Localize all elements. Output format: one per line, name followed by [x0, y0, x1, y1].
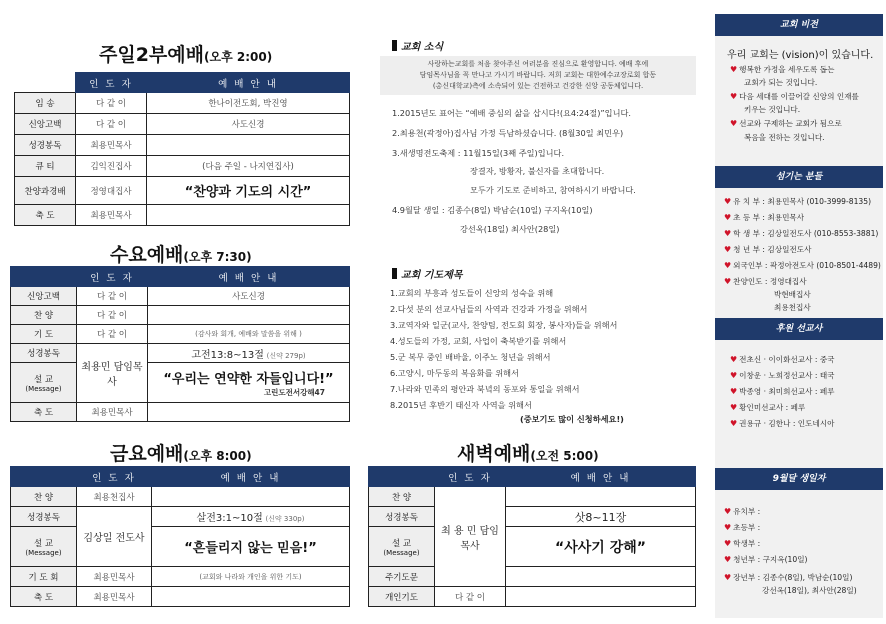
friday-time: (오후 8:00) [183, 449, 252, 463]
row-leader: 최용민목사 [76, 135, 147, 156]
vision-item [730, 118, 842, 129]
staff-text: 유 치 부 : 최용민목사 (010-3999-8135) [733, 197, 872, 206]
birthday-item [724, 522, 760, 533]
prayer-item: 4.성도들의 가정, 교회, 사업이 축복받기를 위해서 [390, 336, 567, 346]
prayer-heading-text: 교회 기도제목 [401, 270, 463, 281]
prayer-item: 8.2015년 후반기 태신자 사역을 위해서 [390, 400, 532, 410]
row-leader: 다 같 이 [77, 287, 148, 306]
staff-text: 초 등 부 : 최용민목사 [733, 213, 805, 222]
staff-item [724, 260, 881, 271]
row-info [147, 205, 350, 226]
dawn-table [368, 466, 696, 607]
row-info [148, 363, 350, 403]
staff-item-cont: 박현배집사 [774, 290, 811, 299]
news-heading [392, 38, 443, 53]
sunday-title [99, 40, 272, 67]
row-leader: 다 같 이 [435, 587, 506, 607]
row-info [152, 587, 350, 607]
staff-item [724, 228, 878, 239]
row-label [11, 527, 77, 567]
scripture-text: 살전3:1~10절 [196, 513, 263, 524]
col-info: 예 배 안 내 [148, 267, 350, 287]
row-label: 축 도 [11, 403, 77, 422]
row-label: 축 도 [15, 205, 76, 226]
row-info: 사도신경 [147, 114, 350, 135]
wednesday-title [110, 240, 252, 267]
row-leader: 최용민목사 [77, 567, 152, 587]
row-label-text: 설 교 [33, 538, 54, 549]
news-item: 1.2015년도 표어는 “예배 중심의 삶을 삽시다!(요4:24절)”입니다. [392, 108, 631, 118]
dawn-time: (오전 5:00) [530, 449, 599, 463]
row-leader: 다 같 이 [77, 306, 148, 325]
friday-title [110, 439, 252, 466]
heart-icon: ♥ [730, 119, 738, 128]
staff-text: 학 생 부 : 김상일전도사 (010-8553-3881) [733, 229, 879, 238]
row-label: 기 도 [11, 325, 77, 344]
birthday-text: 초등부 : [733, 523, 761, 532]
birthday-item [724, 506, 760, 517]
row-label: 큐 티 [15, 156, 76, 177]
prayer-note: (중보기도 많이 신청하세요!) [520, 414, 624, 424]
row-label: 기 도 회 [11, 567, 77, 587]
sermon-title: “사사기 강해” [506, 527, 696, 567]
row-leader: 다 같 이 [76, 114, 147, 135]
staff-item [724, 244, 811, 255]
heart-icon: ♥ [730, 419, 738, 428]
heart-icon: ♥ [724, 523, 732, 532]
row-leader: 김익진집사 [76, 156, 147, 177]
staff-item-cont: 최용천집사 [774, 303, 811, 312]
mission-text: 전초신 · 이이화선교사 : 중국 [739, 355, 835, 364]
heart-icon: ♥ [724, 555, 732, 564]
row-info [506, 487, 696, 507]
row-info [148, 306, 350, 325]
mission-heading: 후원 선교사 [715, 318, 883, 340]
row-info: (교회와 나라와 개인을 위한 기도) [152, 567, 350, 587]
row-label: 찬 양 [11, 306, 77, 325]
birthday-item [724, 538, 760, 549]
heart-icon: ♥ [730, 65, 738, 74]
col-leader: 인 도 자 [435, 467, 506, 487]
birthday-item [724, 572, 852, 583]
mission-item [730, 354, 835, 365]
row-info [148, 403, 350, 422]
row-info [147, 135, 350, 156]
table-corner [11, 267, 77, 287]
news-item: 3.새생명전도축제 : 11월15일(3째 주일)입니다. [392, 148, 565, 158]
row-info: (다음 주일 - 나지연집사) [147, 156, 350, 177]
staff-text: 청 년 부 : 김상일전도사 [733, 245, 812, 254]
row-info: 사도신경 [148, 287, 350, 306]
prayer-item: 1.교회의 부흥과 성도들이 신앙의 성숙을 위해 [390, 288, 554, 298]
scripture-page: (신약 330p) [265, 515, 305, 523]
row-info [148, 344, 350, 363]
vision-line: 다음 세대를 이끌어갈 신앙의 인재를 [739, 92, 859, 101]
birthday-heading: 9월달 생일자 [715, 468, 883, 490]
heart-icon: ♥ [724, 245, 732, 254]
friday-title-text: 금요예배 [110, 443, 184, 465]
intro-line: 사랑하는교회를 처음 찾아주신 여러분을 진심으로 환영합니다. 예배 후에 [427, 60, 649, 68]
row-label: 성경봉독 [369, 507, 435, 527]
row-leader: 최용민 담임목사 [77, 344, 148, 403]
dawn-title-text: 새벽예배 [457, 443, 531, 465]
news-item: 4.9월달 생일 : 김종수(8일) 박남순(10일) 구지옥(10일) [392, 205, 593, 215]
row-label: 찬 양 [11, 487, 77, 507]
news-item: 강선옥(18일) 최사안(28일) [460, 224, 560, 234]
row-leader: 정영대집사 [76, 177, 147, 205]
row-label: 축 도 [11, 587, 77, 607]
col-leader: 인 도 자 [77, 467, 152, 487]
row-label: 성경봉독 [15, 135, 76, 156]
row-label-sub: (Message) [383, 548, 420, 557]
mission-text: 황인미선교사 : 페루 [739, 403, 806, 412]
mission-item [730, 418, 835, 429]
row-label: 임 송 [15, 93, 76, 114]
prayer-item: 5.군 복무 중인 배바울, 이주노 청년을 위해서 [390, 352, 551, 362]
vision-item-cont: 교회가 되는 것입니다. [744, 78, 818, 87]
sermon-ref: 고린도전서강해47 [263, 387, 325, 397]
table-corner [15, 73, 76, 93]
row-info: 한나이전도회, 박진영 [147, 93, 350, 114]
row-label: 주기도문 [369, 567, 435, 587]
birthday-item [724, 554, 808, 565]
row-label-sub: (Message) [25, 384, 62, 393]
vision-title: 우리 교회는 (vision)이 있습니다. [727, 50, 874, 61]
staff-heading: 섬기는 분들 [715, 166, 883, 188]
col-leader: 인 도 자 [76, 73, 147, 93]
heart-icon: ♥ [724, 229, 732, 238]
vision-item [730, 91, 859, 102]
row-leader: 다 같 이 [76, 93, 147, 114]
sunday-table [14, 72, 350, 226]
heart-icon: ♥ [730, 371, 738, 380]
row-label [11, 363, 77, 403]
staff-item [724, 196, 871, 207]
heart-icon: ♥ [724, 507, 732, 516]
sermon-title: “흔들리지 않는 믿음!” [152, 527, 350, 567]
birthday-text: 장년부 : 김종수(8일), 박남순(10일) [733, 573, 853, 582]
heart-icon: ♥ [730, 355, 738, 364]
row-label-text: 설 교 [391, 538, 412, 549]
scripture-page: (신약 279p) [266, 351, 306, 360]
mission-item [730, 370, 835, 381]
scripture-text: 고전13:8~13절 [191, 349, 264, 361]
intro-line: 담임목사님을 꼭 만나고 가시기 바랍니다. 저희 교회는 대한예수교장로회 합동 [419, 71, 657, 79]
heart-icon: ♥ [730, 403, 738, 412]
col-info: 예 배 안 내 [506, 467, 696, 487]
birthday-text: 학생부 : [733, 539, 761, 548]
row-label: 개인기도 [369, 587, 435, 607]
news-item: 2.최용천(곽정아)집사님 가정 득남하셨습니다. (8월30일 최민우) [392, 128, 624, 138]
vision-line: 행복한 가정을 세우도록 돕는 [739, 65, 835, 74]
prayer-item: 6.고양시, 마두동의 복음화를 위해서 [390, 368, 519, 378]
row-label: 신앙고백 [15, 114, 76, 135]
row-info: “찬양과 기도의 시간” [147, 177, 350, 205]
news-item: 모두가 기도로 준비하고, 참여하시기 바랍니다. [470, 185, 636, 195]
row-info [152, 487, 350, 507]
staff-text: 찬양인도 : 정영대집사 [733, 277, 807, 286]
row-leader: 최용천집사 [77, 487, 152, 507]
vision-item-cont: 키우는 것입니다. [744, 105, 801, 114]
table-corner [369, 467, 435, 487]
sermon-title: “우리는 연약한 자들입니다!” [163, 371, 334, 387]
birthday-text: 유치부 : [733, 507, 761, 516]
heart-icon: ♥ [730, 387, 738, 396]
wednesday-title-text: 수요예배 [110, 244, 184, 266]
sunday-title-text: 주일2부예배 [99, 44, 204, 66]
mission-text: 박종영 · 최미희선교사 : 페루 [739, 387, 835, 396]
row-label: 찬 양 [369, 487, 435, 507]
col-info: 예 배 안 내 [147, 73, 350, 93]
news-heading-text: 교회 소식 [401, 42, 444, 53]
row-label-text: 설 교 [33, 374, 54, 385]
sunday-time: (오후 2:00) [204, 50, 273, 64]
prayer-heading [392, 266, 462, 281]
birthday-text: 청년부 : 구지옥(10일) [733, 555, 808, 564]
staff-item [724, 276, 807, 287]
heart-icon: ♥ [724, 197, 732, 206]
col-leader: 인 도 자 [77, 267, 148, 287]
vision-item-cont: 복음을 전하는 것입니다. [744, 133, 825, 142]
wednesday-table [10, 266, 350, 422]
staff-text: 외국인부 : 곽정아전도사 (010-8501-4489) [733, 261, 881, 270]
bullet-marker [392, 268, 397, 279]
row-label: 성경봉독 [11, 507, 77, 527]
row-info [506, 567, 696, 587]
news-intro [380, 56, 696, 95]
row-info: (감사와 회개, 예배와 말씀을 위해 ) [148, 325, 350, 344]
prayer-item: 3.교역자와 일군(교사, 찬양팀, 전도회 회장, 봉사자)들을 위해서 [390, 320, 618, 330]
row-leader: 다 같 이 [77, 325, 148, 344]
heart-icon: ♥ [724, 277, 732, 286]
news-item: 장결자, 방황자, 불신자를 초대합니다. [470, 166, 605, 176]
scripture-text: 삿8~11장 [506, 507, 696, 527]
row-label: 성경봉독 [11, 344, 77, 363]
heart-icon: ♥ [724, 539, 732, 548]
row-leader: 최용민목사 [76, 205, 147, 226]
mission-text: 이창운 · 노희정선교사 : 태국 [739, 371, 835, 380]
dawn-title [457, 439, 599, 466]
prayer-item: 2.다섯 분의 선교사님들의 사역과 건강과 가정을 위해서 [390, 304, 588, 314]
bullet-marker [392, 40, 397, 51]
prayer-item: 7.나라와 민족의 평안과 북녘의 동포와 통일을 위해서 [390, 384, 580, 394]
row-leader: 최용민목사 [77, 587, 152, 607]
row-leader: 김상일 전도사 [77, 507, 152, 567]
mission-text: 권용규 · 김한나 : 인도네시아 [739, 419, 835, 428]
row-label-sub: (Message) [25, 548, 62, 557]
row-info [506, 587, 696, 607]
staff-item [724, 212, 804, 223]
friday-table [10, 466, 350, 607]
table-corner [11, 467, 77, 487]
birthday-item-cont: 강선옥(18일), 최사안(28일) [762, 586, 857, 595]
row-leader: 최 용 민 담임목사 [435, 487, 506, 587]
mission-item [730, 402, 805, 413]
intro-line: (총신대학교)측에 소속되어 있는 건전하고 건강한 신앙 공동체입니다. [432, 82, 644, 90]
heart-icon: ♥ [724, 573, 732, 582]
vision-heading: 교회 비전 [715, 14, 883, 36]
wednesday-time: (오후 7:30) [183, 250, 252, 264]
heart-icon: ♥ [730, 92, 738, 101]
col-info: 예 배 안 내 [152, 467, 350, 487]
mission-item [730, 386, 835, 397]
vision-line: 선교와 구제하는 교회가 됨으로 [739, 119, 842, 128]
heart-icon: ♥ [724, 213, 732, 222]
row-label: 신앙고백 [11, 287, 77, 306]
vision-item [730, 64, 834, 75]
row-leader: 최용민목사 [77, 403, 148, 422]
row-label: 찬양과경배 [15, 177, 76, 205]
row-info [152, 507, 350, 527]
heart-icon: ♥ [724, 261, 732, 270]
row-label [369, 527, 435, 567]
